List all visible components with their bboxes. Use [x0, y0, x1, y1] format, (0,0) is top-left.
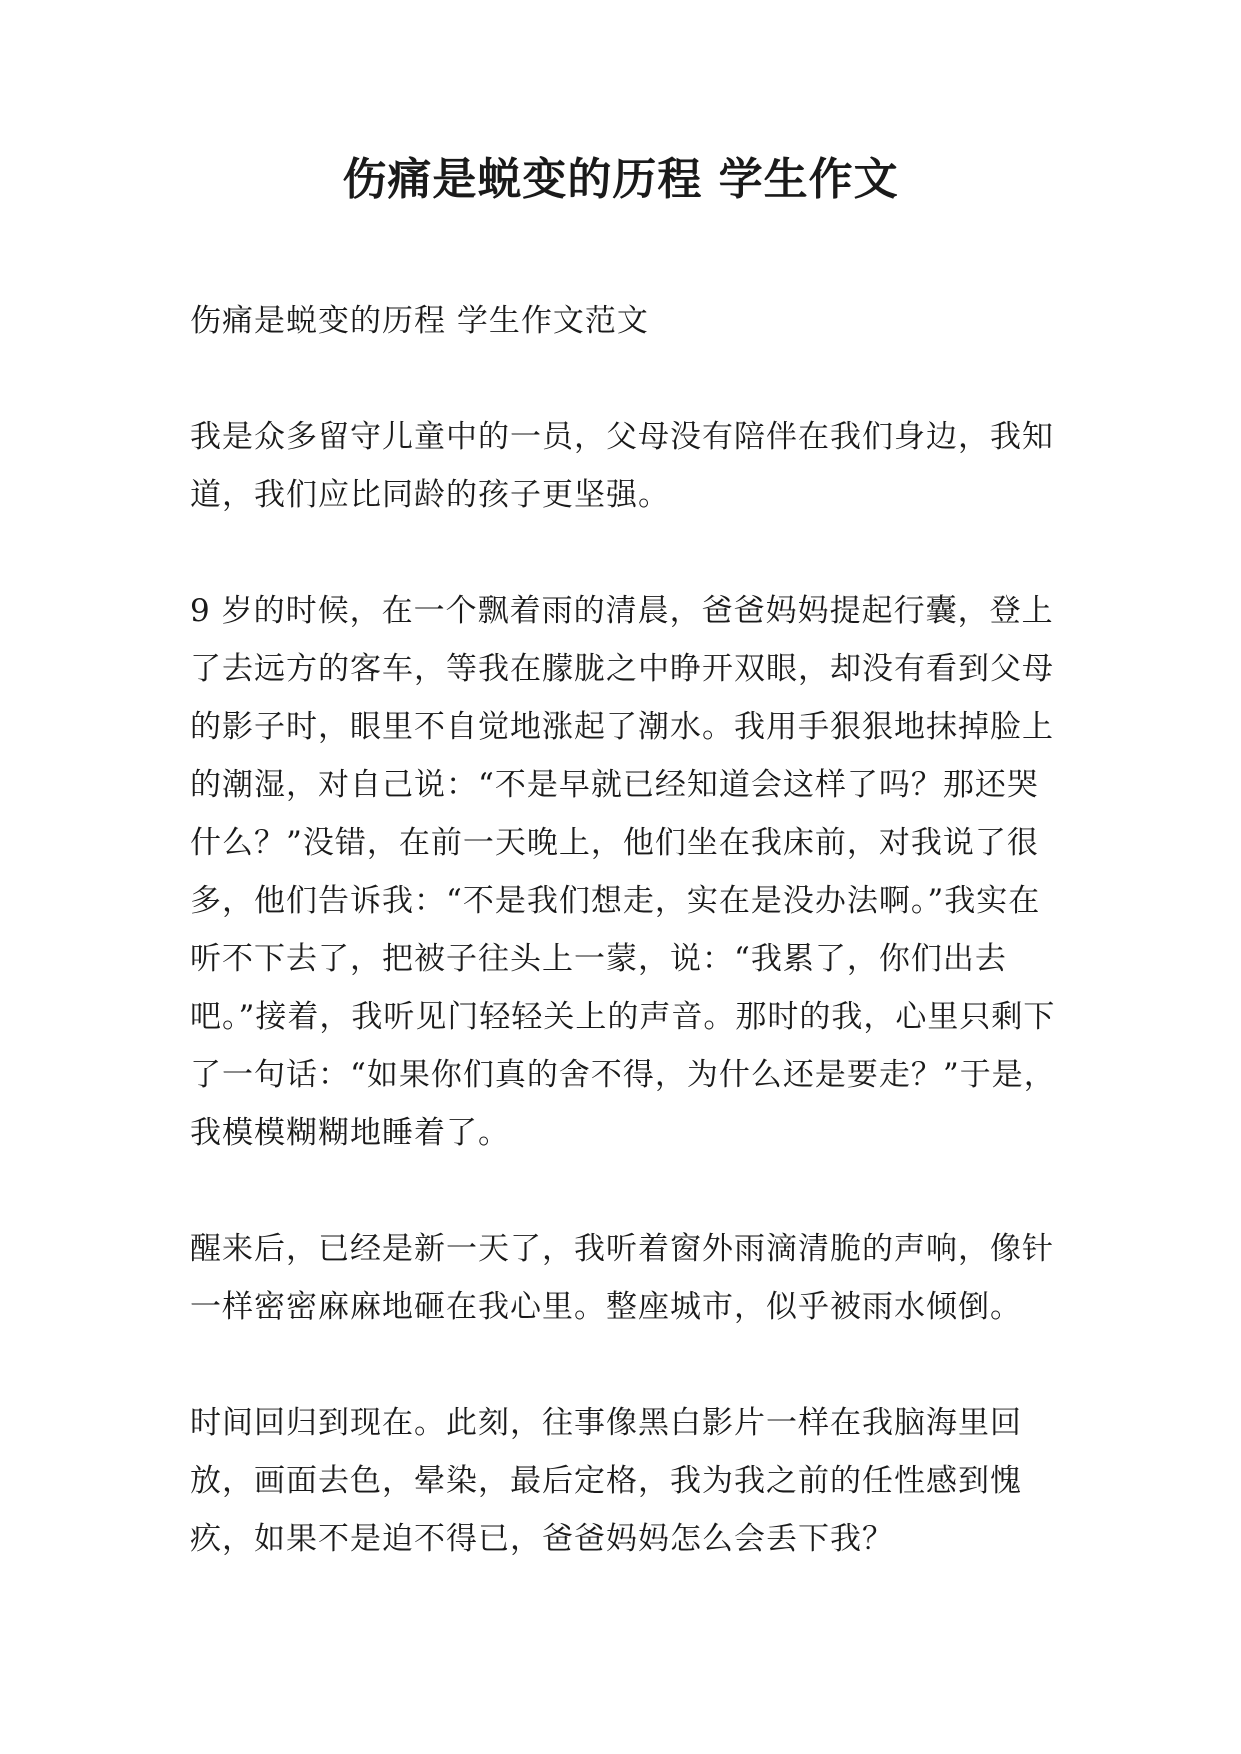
document-title: 伤痛是蜕变的历程 学生作文	[342, 154, 899, 205]
paragraph: 我是众多留守儿童中的一员，父母没有陪伴在我们身边，我知道，我们应比同龄的孩子更坚强。	[190, 419, 1054, 513]
paragraph: 醒来后，已经是新一天了，我听着窗外雨滴清脆的声响，像针一样密密麻麻地砸在我心里。整座城市，似乎被雨水倾倒。	[190, 1231, 1054, 1325]
document-body	[190, 292, 1060, 1626]
paragraph: 时间回归到现在。此刻，往事像黑白影片一样在我脑海里回放，画面去色，晕染，最后定格，我为我之前的任性感到愧疚，如果不是迫不得已，爸爸妈妈怎么会丢下我？	[190, 1405, 1022, 1557]
paragraph: 9 岁的时候，在一个飘着雨的清晨，爸爸妈妈提起行囊，登上了去远方的客车，等我在朦胧之中睁开双眼，却没有看到父母的影子时，眼里不自觉地涨起了潮水。我用手狠狠地抹掉脸上的潮湿，对自己说：“不是早就已经知道会这样了吗？那还哭什么？”没错，在前一天晚上，他们坐在我床前，对我说了很多，他们告诉我：“不是我们想走，实在是没办法啊。”我实在听不下去了，把被子往头上一蒙，说：“我累了，你们出去吧。”接着，我听见门轻轻关上的声音。那时的我，心里只剩下了一句话：“如果你们真的舍不得，为什么还是要走？”于是，我模模糊糊地睡着了。	[190, 593, 1056, 1151]
document-subtitle: 伤痛是蜕变的历程 学生作文范文	[190, 303, 649, 339]
